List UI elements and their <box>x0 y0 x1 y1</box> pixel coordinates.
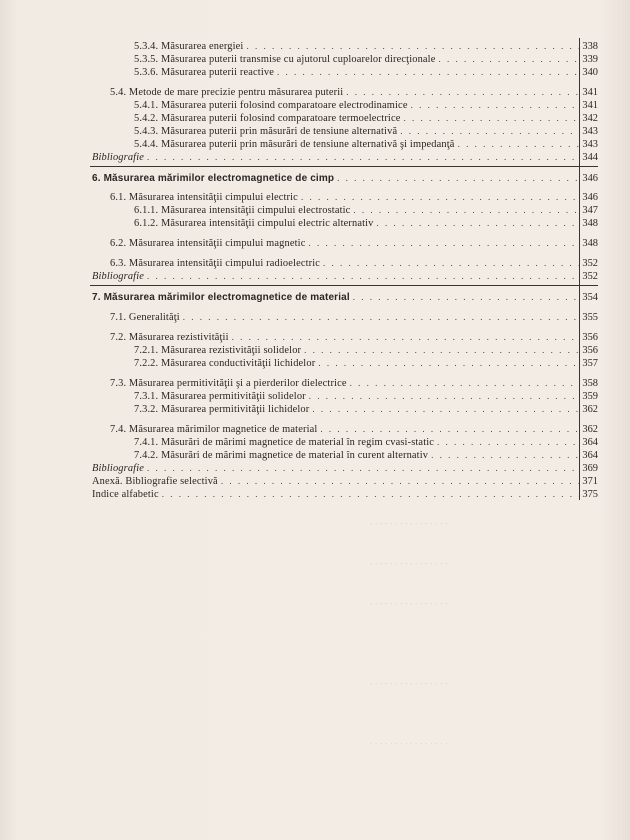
toc-leader-dots <box>400 125 579 137</box>
toc-entry-title: Bibliografie <box>92 463 145 474</box>
toc-leader-dots <box>312 403 579 415</box>
toc-page-number: 348 <box>582 238 598 249</box>
toc-entry-title: 7.2.1. Măsurarea rezistivităţii solidelor <box>134 345 302 356</box>
toc-entry-title: 6.3. Măsurarea intensităţii cimpului radioelectric <box>110 258 321 269</box>
toc-entry <box>134 138 598 151</box>
toc-entry <box>110 237 598 250</box>
toc-entry-title: 5.3.5. Măsurarea puterii transmise cu ajutorul cuploarelor direcţionale <box>134 54 436 65</box>
toc-entry <box>134 99 598 112</box>
chapter-rule <box>90 285 598 286</box>
show-through-text: . . . . . . . . . . . . . . . . <box>370 680 448 691</box>
toc-leader-dots <box>377 217 579 229</box>
toc-leader-dots <box>308 237 579 249</box>
toc-entry <box>92 475 598 488</box>
toc-leader-dots <box>277 66 579 78</box>
toc-leader-dots <box>147 270 579 282</box>
toc-entry-title: 6.1.2. Măsurarea intensităţii cimpului electric alternativ <box>134 218 374 229</box>
toc-entry <box>134 40 598 53</box>
toc-leader-dots <box>246 40 579 52</box>
toc-entry-title: 7.4.2. Măsurări de mărimi magnetice de material în curent alternativ <box>134 450 429 461</box>
toc-leader-dots <box>337 172 579 184</box>
toc-entry <box>134 53 598 66</box>
toc-entry <box>134 125 598 138</box>
toc-entry-title: Anexă. Bibliografie selectivă <box>92 476 218 487</box>
toc-leader-dots <box>437 436 579 448</box>
toc-entry-title: 7.3.2. Măsurarea permitivităţii lichidelor <box>134 404 310 415</box>
chapter-rule <box>90 166 598 167</box>
toc-entry-title: 7.2.2. Măsurarea conductivităţii lichidelor <box>134 358 316 369</box>
toc-page-number: 348 <box>582 218 598 229</box>
toc-page-number: 343 <box>582 126 598 137</box>
toc-entry-title: 5.3.4. Măsurarea energiei <box>134 41 244 52</box>
toc-entry-title: Indice alfabetic <box>92 489 159 500</box>
toc-entry <box>110 257 598 270</box>
toc-page-number: 362 <box>582 424 598 435</box>
toc-entry <box>134 436 598 449</box>
show-through-text: . . . . . . . . . . . . . . . . <box>370 600 448 611</box>
toc-leader-dots <box>147 151 579 163</box>
toc-entry-title: 7.4. Măsurarea mărimilor magnetice de material <box>110 424 318 435</box>
toc-entry <box>110 311 598 324</box>
toc-leader-dots <box>221 475 579 487</box>
toc-entry-title: 7.4.1. Măsurări de mărimi magnetice de material în regim cvasi-static <box>134 437 435 448</box>
toc-entry-title: 5.4.2. Măsurarea puterii folosind comparatoare termoelectrice <box>134 113 401 124</box>
toc-entry-title: 7.2. Măsurarea rezistivităţii <box>110 332 229 343</box>
toc-leader-dots <box>147 462 579 474</box>
toc-leader-dots <box>183 311 579 323</box>
toc-leader-dots <box>232 331 579 343</box>
toc-page-number: 338 <box>582 41 598 52</box>
toc-entry <box>134 66 598 79</box>
toc-page-number: 375 <box>582 489 598 500</box>
toc-entry-title: 5.4.4. Măsurarea puterii prin măsurări de tensiune alternativă şi impedanţă <box>134 139 455 150</box>
toc-leader-dots <box>353 204 579 216</box>
toc-leader-dots <box>320 423 579 435</box>
toc-entry <box>110 377 598 390</box>
toc-page-number: 344 <box>582 152 598 163</box>
toc-page-number: 364 <box>582 437 598 448</box>
toc-entry <box>134 390 598 403</box>
toc-page-number: 356 <box>582 345 598 356</box>
toc-entry-title: 6.1.1. Măsurarea intensităţii cimpului electrostatic <box>134 205 351 216</box>
toc-entry <box>110 86 598 99</box>
toc-entry <box>134 217 598 230</box>
toc-page-number: 352 <box>582 258 598 269</box>
toc-page-number: 356 <box>582 332 598 343</box>
toc-leader-dots <box>346 86 579 98</box>
toc-entry-title: 7. Măsurarea mărimilor electromagnetice de material <box>92 292 350 303</box>
toc-entry-title: 6.2. Măsurarea intensităţii cimpului magnetic <box>110 238 306 249</box>
toc-entry <box>92 462 598 475</box>
toc-page-number: 341 <box>582 100 598 111</box>
toc-page-number: 346 <box>582 173 598 184</box>
toc-leader-dots <box>431 449 579 461</box>
toc-page-number: 355 <box>582 312 598 323</box>
toc-leader-dots <box>458 138 579 150</box>
show-through-text: . . . . . . . . . . . . . . . . <box>370 520 448 531</box>
toc-page-number: 347 <box>582 205 598 216</box>
toc-page-number: 352 <box>582 271 598 282</box>
toc-leader-dots <box>404 112 580 124</box>
toc-entry <box>134 344 598 357</box>
toc-leader-dots <box>353 291 579 303</box>
toc-page-number: 343 <box>582 139 598 150</box>
toc-entry-title: 6. Măsurarea mărimilor electromagnetice de cimp <box>92 173 335 184</box>
toc-entry <box>110 423 598 436</box>
toc-page-number: 339 <box>582 54 598 65</box>
toc-entry-title: 7.3.1. Măsurarea permitivităţii solidelor <box>134 391 306 402</box>
toc-page-number: 340 <box>582 67 598 78</box>
toc-entry <box>92 172 598 185</box>
toc-entry <box>92 488 598 501</box>
toc-page-number: 362 <box>582 404 598 415</box>
toc-leader-dots <box>318 357 579 369</box>
toc-page-number: 341 <box>582 87 598 98</box>
toc-entry-title: Bibliografie <box>92 271 145 282</box>
toc-page-number: 354 <box>582 292 598 303</box>
toc-entry <box>92 270 598 283</box>
toc-leader-dots <box>304 344 579 356</box>
toc-leader-dots <box>309 390 579 402</box>
toc-entry-title: 7.3. Măsurarea permitivităţii şi a pierderilor dielectrice <box>110 378 347 389</box>
toc-entry-title: Bibliografie <box>92 152 145 163</box>
toc-entry <box>110 191 598 204</box>
toc-entry <box>134 357 598 370</box>
toc-page-number: 369 <box>582 463 598 474</box>
toc-entry <box>92 151 598 164</box>
show-through-text: . . . . . . . . . . . . . . . . <box>370 560 448 571</box>
toc-leader-dots <box>162 488 579 500</box>
toc-entry-title: 5.3.6. Măsurarea puterii reactive <box>134 67 274 78</box>
toc-leader-dots <box>438 53 579 65</box>
toc-leader-dots <box>301 191 579 203</box>
toc-page-number: 342 <box>582 113 598 124</box>
toc-entry <box>134 403 598 416</box>
toc-entry <box>110 331 598 344</box>
toc-entry-title: 6.1. Măsurarea intensităţii cimpului electric <box>110 192 298 203</box>
toc-page-number: 358 <box>582 378 598 389</box>
toc-entry-title: 7.1. Generalităţi <box>110 312 180 323</box>
toc-leader-dots <box>350 377 579 389</box>
show-through-text: . . . . . . . . . . . . . . . . <box>370 740 448 751</box>
toc-entry <box>92 291 598 304</box>
toc-page-number: 357 <box>582 358 598 369</box>
toc-page-number: 371 <box>582 476 598 487</box>
toc-leader-dots <box>411 99 579 111</box>
toc-page-number: 364 <box>582 450 598 461</box>
toc-entry-title: 5.4.1. Măsurarea puterii folosind comparatoare electrodinamice <box>134 100 408 111</box>
toc-entry <box>134 204 598 217</box>
toc-leader-dots <box>323 257 579 269</box>
toc-entry <box>134 449 598 462</box>
toc-page-number: 359 <box>582 391 598 402</box>
toc-entry-title: 5.4.3. Măsurarea puterii prin măsurări de tensiune alternativă <box>134 126 398 137</box>
toc-entry-title: 5.4. Metode de mare precizie pentru măsurarea puterii <box>110 87 344 98</box>
toc-entry <box>134 112 598 125</box>
toc-page-number: 346 <box>582 192 598 203</box>
